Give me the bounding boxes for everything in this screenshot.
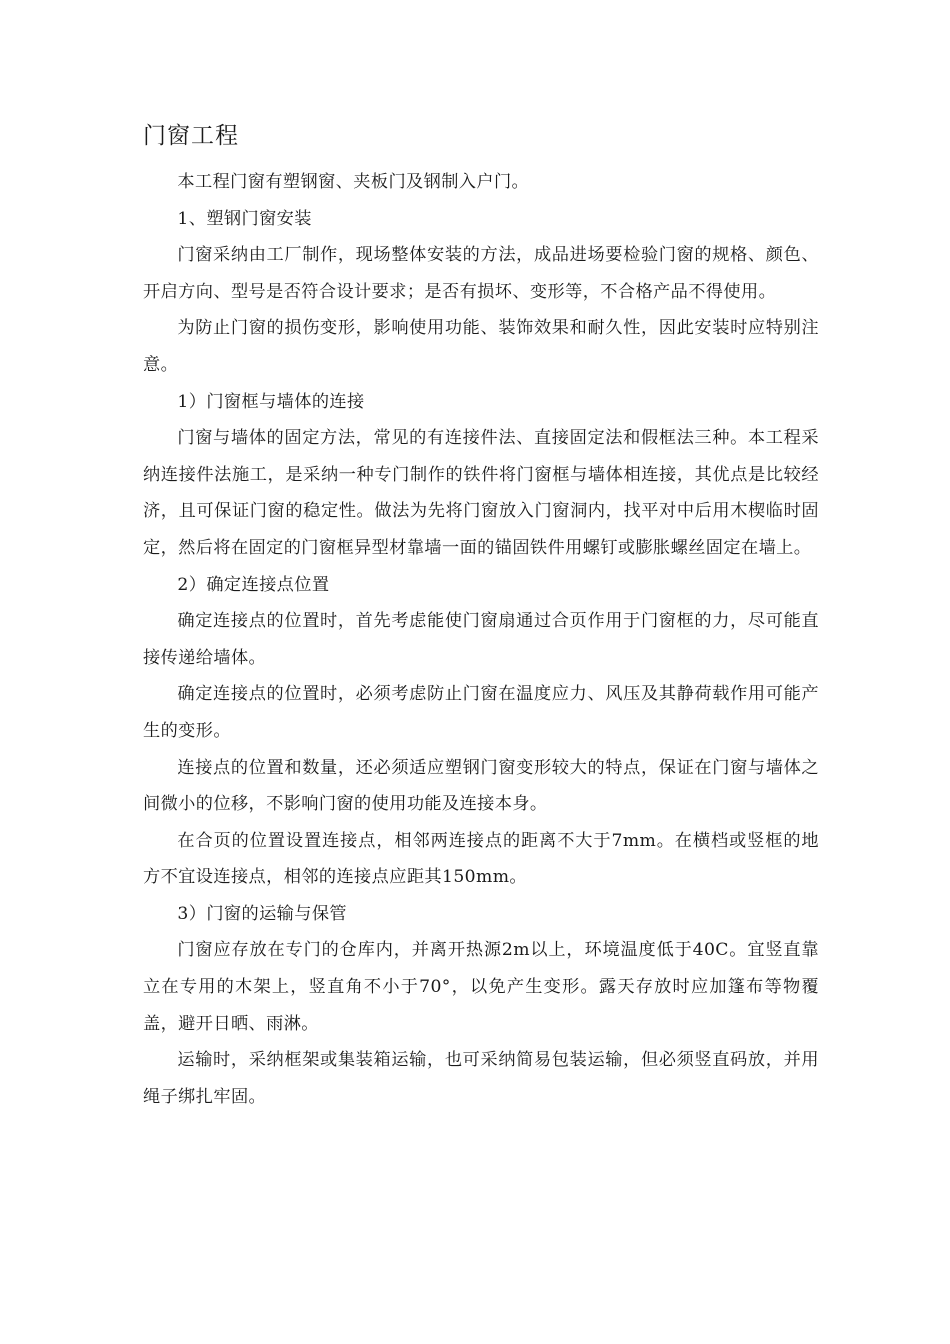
- document-title: 门窗工程: [143, 123, 239, 149]
- sub3-paragraph-1: 门窗应存放在专门的仓库内，并离开热源2m以上，环境温度低于40C。宜竖直靠立在专用的木架上，竖直角不小于70°，以免产生变形。露天存放时应加篷布等物覆盖，避开日晒、雨淋。: [143, 940, 819, 1034]
- document-page: [143, 118, 819, 1115]
- sub3-paragraph-2: 运输时，采纳框架或集装箱运输，也可采纳简易包装运输，但必须竖直码放，并用绳子绑扎牢固。: [143, 1050, 819, 1107]
- section1-paragraph-2: 为防止门窗的损伤变形，影响使用功能、装饰效果和耐久性，因此安装时应特别注意。: [143, 318, 819, 375]
- sub1-paragraph-1: 门窗与墙体的固定方法，常见的有连接件法、直接固定法和假框法三种。本工程采纳连接件法施工，是采纳一种专门制作的铁件将门窗框与墙体相连接，其优点是比较经济，且可保证门窗的稳定性。做法为先将门窗放入门窗洞内，找平对中后用木楔临时固定，然后将在固定的门窗框异型材靠墙一面的锚固铁件用螺钉或膨胀螺丝固定在墙上。: [143, 428, 819, 558]
- sub2-paragraph-4: 在合页的位置设置连接点，相邻两连接点的距离不大于7mm。在横档或竖框的地方不宜设连接点，相邻的连接点应距其150mm。: [143, 830, 819, 888]
- section-heading-1: 1、塑钢门窗安装: [177, 208, 312, 229]
- section1-paragraph-1: 门窗采纳由工厂制作，现场整体安装的方法，成品进场要检验门窗的规格、颜色、开启方向、型号是否符合设计要求；是否有损坏、变形等，不合格产品不得使用。: [143, 245, 819, 302]
- intro-paragraph: 本工程门窗有塑钢窗、夹板门及钢制入户门。: [177, 172, 530, 192]
- sub2-paragraph-2: 确定连接点的位置时，必须考虑防止门窗在温度应力、风压及其静荷载作用可能产生的变形。: [143, 684, 819, 741]
- subsection-heading-2: 2）确定连接点位置: [177, 574, 330, 595]
- sub2-paragraph-3: 连接点的位置和数量，还必须适应塑钢门窗变形较大的特点，保证在门窗与墙体之间微小的位移，不影响门窗的使用功能及连接本身。: [143, 757, 819, 815]
- subsection-heading-3: 3）门窗的运输与保管: [177, 903, 348, 924]
- subsection-heading-1: 1）门窗框与墙体的连接: [177, 391, 365, 412]
- sub2-paragraph-1: 确定连接点的位置时，首先考虑能使门窗扇通过合页作用于门窗框的力，尽可能直接传递给墙体。: [143, 611, 819, 668]
